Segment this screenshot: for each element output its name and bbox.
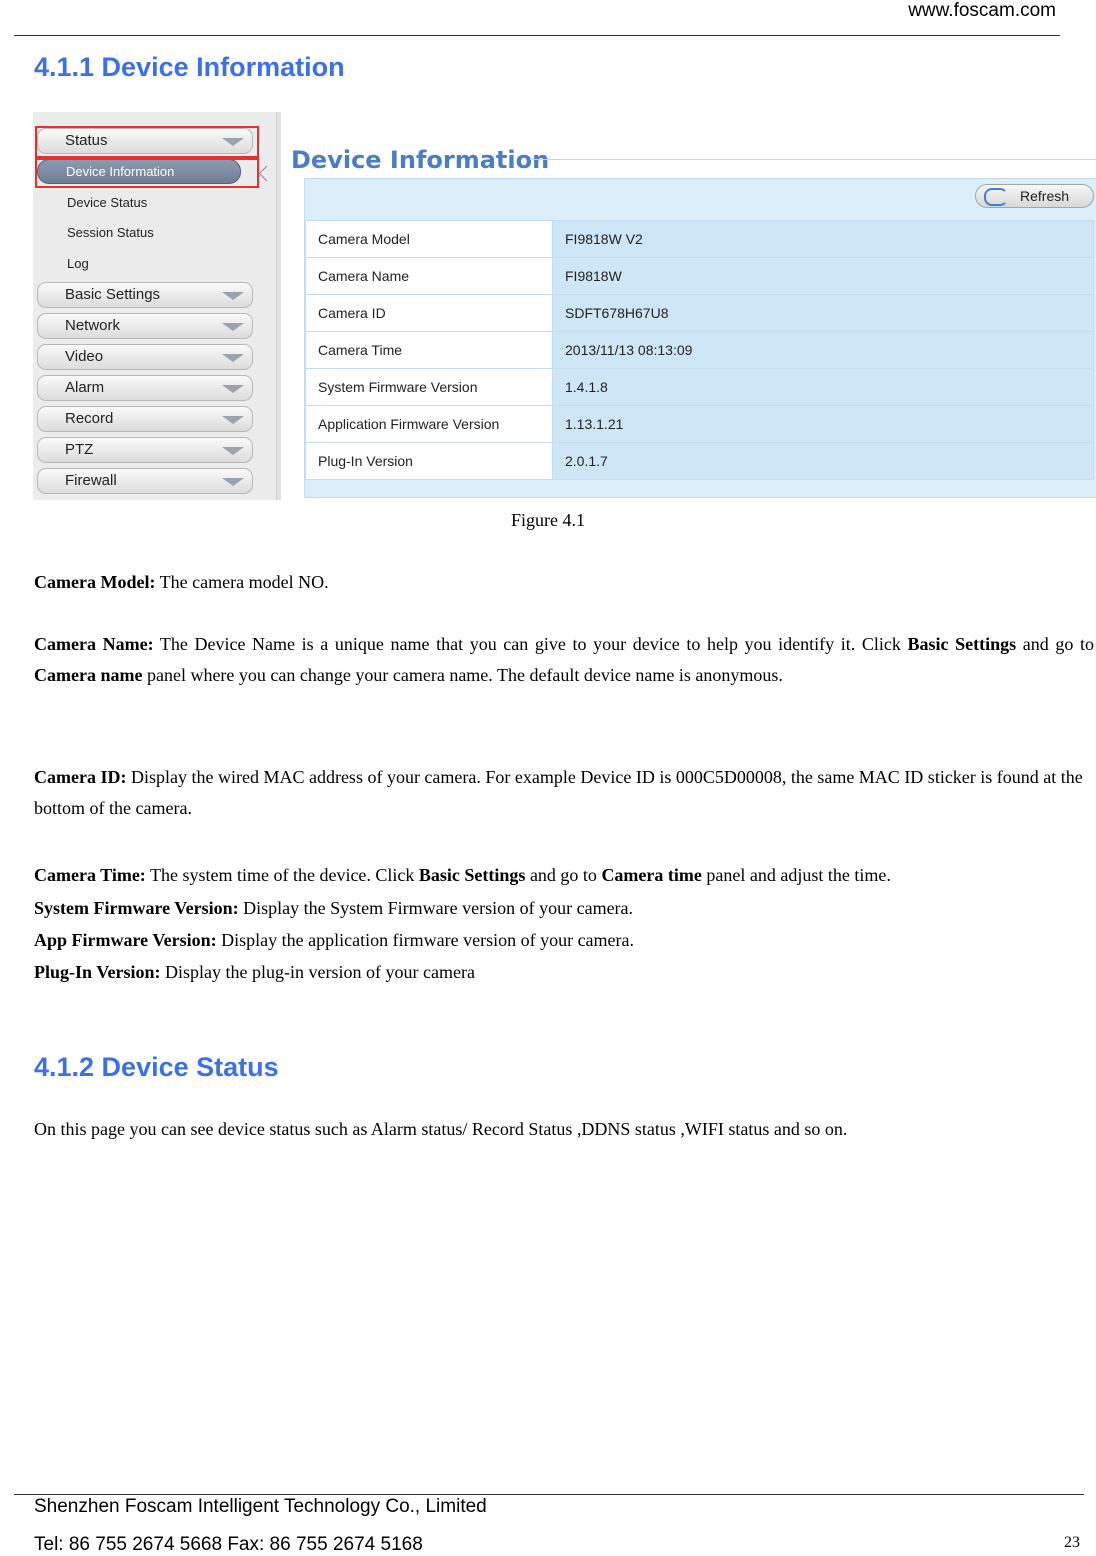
row-value: SDFT678H67U8	[553, 295, 1094, 332]
menu-status-label: Status	[65, 132, 108, 149]
bold-basic-settings-2: Basic Settings	[418, 865, 526, 885]
bold-camera-name: Camera name	[34, 665, 143, 685]
page-title: Device Information	[291, 146, 550, 174]
text-app-firmware: Display the application firmware version of your camera.	[216, 930, 635, 950]
table-row	[306, 258, 1094, 295]
figure-screenshot	[33, 112, 1096, 500]
menu-ptz-label: PTZ	[65, 441, 94, 458]
text-camera-time-1: The system time of the device. Click	[145, 865, 419, 885]
device-info-table	[305, 220, 1094, 480]
section-title-device-information: 4.1.1 Device Information	[34, 52, 345, 82]
figure-caption: Figure 4.1	[511, 510, 585, 530]
footer-rule	[14, 1494, 1084, 1495]
menu-network[interactable]	[37, 313, 253, 339]
refresh-label: Refresh	[1020, 188, 1070, 204]
label-camera-model: Camera Model:	[34, 572, 156, 592]
menu-device-information[interactable]: Device Information	[37, 159, 241, 184]
menu-alarm[interactable]	[37, 375, 253, 401]
chevron-down-icon	[222, 478, 244, 486]
menu-video-label: Video	[65, 348, 104, 365]
para-app-firmware	[34, 925, 1094, 956]
para-system-firmware	[34, 893, 1094, 924]
table-row	[306, 369, 1094, 406]
refresh-button[interactable]	[975, 184, 1094, 208]
para-camera-time	[34, 860, 1094, 891]
bold-camera-time: Camera time	[601, 865, 702, 885]
label-app-firmware: App Firmware Version:	[34, 930, 217, 950]
table-row	[306, 295, 1094, 332]
table-row	[306, 332, 1094, 369]
text-camera-id: Display the wired MAC address of your camera. For example Device ID is 000C5D00008, the same MAC ID sticker is found at the bottom of the camera.	[34, 767, 1083, 818]
sidebar-divider	[277, 112, 281, 500]
text-camera-time-2: and go to	[525, 865, 602, 885]
row-key: Camera Model	[306, 221, 553, 258]
menu-firewall-label: Firewall	[65, 472, 117, 489]
label-system-firmware: System Firmware Version:	[34, 898, 239, 918]
refresh-icon	[984, 188, 1008, 206]
text-camera-name-2: and go to	[1016, 634, 1094, 654]
para-device-status: On this page you can see device status such as Alarm status/ Record Status ,DDNS status ,WIFI status and so on.	[34, 1119, 848, 1139]
menu-record-label: Record	[65, 410, 114, 427]
row-key: Camera Name	[306, 258, 553, 295]
footer-company: Shenzhen Foscam Intelligent Technology Co., Limited	[34, 1496, 487, 1517]
text-system-firmware: Display the System Firmware version of your camera.	[238, 898, 634, 918]
chevron-down-icon	[222, 416, 244, 424]
row-value: FI9818W V2	[553, 221, 1094, 258]
row-value: FI9818W	[553, 258, 1094, 295]
menu-ptz[interactable]	[37, 437, 253, 463]
chevron-down-icon	[222, 385, 244, 393]
bold-basic-settings: Basic Settings	[907, 634, 1017, 654]
label-plugin-version: Plug-In Version:	[34, 962, 161, 982]
menu-basic-settings[interactable]	[37, 282, 253, 308]
label-camera-name: Camera Name:	[34, 634, 154, 654]
text-camera-time-3: panel and adjust the time.	[701, 865, 891, 885]
row-key: Camera Time	[306, 332, 553, 369]
menu-session-status[interactable]: Session Status	[67, 225, 154, 240]
highlight-device-information	[35, 158, 259, 188]
menu-record[interactable]	[37, 406, 253, 432]
page-number: 23	[1064, 1534, 1080, 1551]
menu-device-status[interactable]: Device Status	[67, 195, 148, 210]
label-camera-time: Camera Time:	[34, 865, 146, 885]
label-camera-id: Camera ID:	[34, 767, 127, 787]
chevron-down-icon	[222, 323, 244, 331]
table-row	[306, 443, 1094, 480]
para-plugin-version	[34, 957, 1094, 988]
menu-alarm-label: Alarm	[65, 379, 105, 396]
menu-log[interactable]: Log	[67, 256, 89, 271]
footer-contact: Tel: 86 755 2674 5668 Fax: 86 755 2674 5168	[34, 1534, 423, 1555]
row-key: Plug-In Version	[306, 443, 553, 480]
header-url: www.foscam.com	[908, 0, 1056, 21]
menu-basic-settings-label: Basic Settings	[65, 286, 161, 303]
row-key: Camera ID	[306, 295, 553, 332]
section-title-device-status: 4.1.2 Device Status	[34, 1052, 279, 1082]
text-camera-name-1: The Device Name is a unique name that you can give to your device to help you identify it. Click	[153, 634, 908, 654]
row-value: 2013/11/13 08:13:09	[553, 332, 1094, 369]
row-value: 2.0.1.7	[553, 443, 1094, 480]
table-row	[306, 221, 1094, 258]
row-key: Application Firmware Version	[306, 406, 553, 443]
text-plugin-version: Display the plug-in version of your camera	[160, 962, 475, 982]
menu-network-label: Network	[65, 317, 121, 334]
chevron-down-icon	[222, 447, 244, 455]
para-camera-name	[34, 629, 1094, 691]
row-key: System Firmware Version	[306, 369, 553, 406]
sidebar-menu	[33, 112, 277, 500]
row-value: 1.4.1.8	[553, 369, 1094, 406]
text-camera-name-3: panel where you can change your camera name. The default device name is anonymous.	[142, 665, 783, 685]
menu-firewall[interactable]	[37, 468, 253, 494]
table-row	[306, 406, 1094, 443]
chevron-down-icon	[222, 292, 244, 300]
para-camera-model	[34, 567, 1094, 598]
highlight-status	[35, 126, 259, 158]
chevron-down-icon	[222, 354, 244, 362]
text-camera-model: The camera model NO.	[155, 572, 329, 592]
title-rule	[530, 159, 1096, 160]
header-rule	[14, 35, 1060, 36]
para-camera-id	[34, 762, 1094, 824]
row-value: 1.13.1.21	[553, 406, 1094, 443]
menu-video[interactable]	[37, 344, 253, 370]
